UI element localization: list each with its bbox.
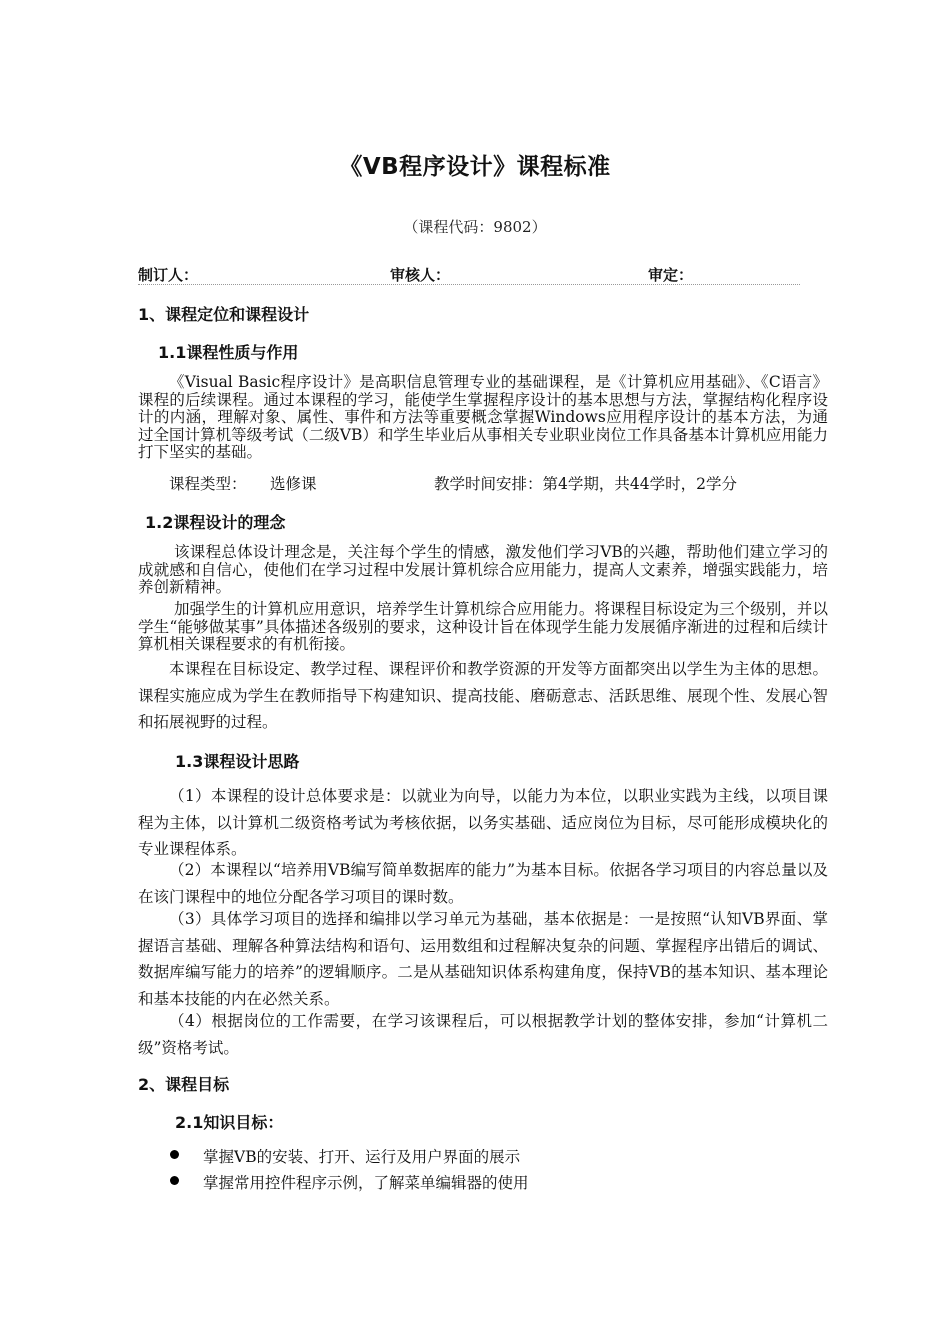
section-1-3-heading: 1.3课程设计思路 (175, 752, 300, 771)
design-item-3: （3）具体学习项目的选择和编排以学习单元为基础，基本依据是：一是按照“认知VB界面、掌握语言基础、理解各种算法结构和语句、运用数组和过程解决复杂的问题、掌握程序出错后的调试、数据库编写能力的培养”的逻辑顺序。二是从基础知识体系构建角度，保持VB的基本知识、基本理论和基本技能的内在必然关系。 (138, 910, 828, 1008)
design-item-1: （1）本课程的设计总体要求是：以就业为向导，以能力为本位，以职业实践为主线，以项目课程为主体，以计算机二级资格考试为考核依据，以务实基础、适应岗位为目标，尽可能形成模块化的专业课程体系。 (138, 787, 828, 858)
bullet-icon (170, 1150, 179, 1159)
list-item-text: 掌握常用控件程序示例，了解菜单编辑器的使用 (203, 1174, 529, 1192)
course-code: （课程代码：9802） (403, 218, 547, 236)
page-title: 《VB程序设计》课程标准 (339, 154, 611, 180)
section-1-2-paragraph-3: 本课程在目标设定、教学过程、课程评价和教学资源的开发等方面都突出以学生为主体的思想。课程实施应成为学生在教师指导下构建知识、提高技能、磨砺意志、活跃思维、展现个性、发展心智和拓展视野的过程。 (138, 660, 828, 731)
section-1-2-paragraph-1: 该课程总体设计理念是，关注每个学生的情感，激发他们学习VB的兴趣，帮助他们建立学习的成就感和自信心，使他们在学习过程中发展计算机综合应用能力，提高人文素养，增强实践能力，培养创新精神。 (138, 543, 828, 596)
section-1-heading: 1、课程定位和课程设计 (138, 305, 310, 324)
design-item-4: （4）根据岗位的工作需要，在学习该课程后，可以根据教学计划的整体安排，参加“计算机二级”资格考试。 (138, 1012, 828, 1057)
approver-label: 审定： (648, 266, 694, 284)
section-1-1-paragraph: 《Visual Basic程序设计》是高职信息管理专业的基础课程，是《计算机应用基础》、《C语言》课程的后续课程。通过本课程的学习，能使学生掌握程序设计的基本思想与方法，掌握结构化程序设计的内涵，理解对象、属性、事件和方法等重要概念掌握Windows应用程序设计的基本方法，为通过全国计算机等级考试（二级VB）和学生毕业后从事相关专业职业岗位工作具备基本计算机应用能力打下坚实的基础。 (138, 373, 828, 461)
signature-line (138, 264, 800, 285)
design-item-2: （2）本课程以“培养用VB编写简单数据库的能力”为基本目标。依据各学习项目的内容总量以及在该门课程中的地位分配各学习项目的课时数。 (138, 861, 828, 906)
list-item-text: 掌握VB的安装、打开、运行及用户界面的展示 (203, 1148, 521, 1166)
course-type-value: 选修课 (270, 475, 317, 493)
course-schedule: 教学时间安排：第4学期，共44学时，2学分 (434, 475, 737, 493)
course-type-label: 课程类型： (169, 475, 247, 493)
reviewer-label: 审核人： (390, 266, 451, 284)
author-label: 制订人： (138, 266, 199, 284)
bullet-icon (170, 1176, 179, 1185)
section-1-2-paragraph-2: 加强学生的计算机应用意识，培养学生计算机综合应用能力。将课程目标设定为三个级别，并以学生“能够做某事”具体描述各级别的要求，这种设计旨在体现学生能力发展循序渐进的过程和后续计算机相关课程要求的有机衔接。 (138, 600, 828, 653)
section-1-1-heading: 1.1课程性质与作用 (158, 343, 299, 362)
section-2-1-heading: 2.1知识目标： (175, 1113, 284, 1132)
section-2-heading: 2、课程目标 (138, 1075, 230, 1094)
section-1-2-heading: 1.2课程设计的理念 (145, 513, 286, 532)
